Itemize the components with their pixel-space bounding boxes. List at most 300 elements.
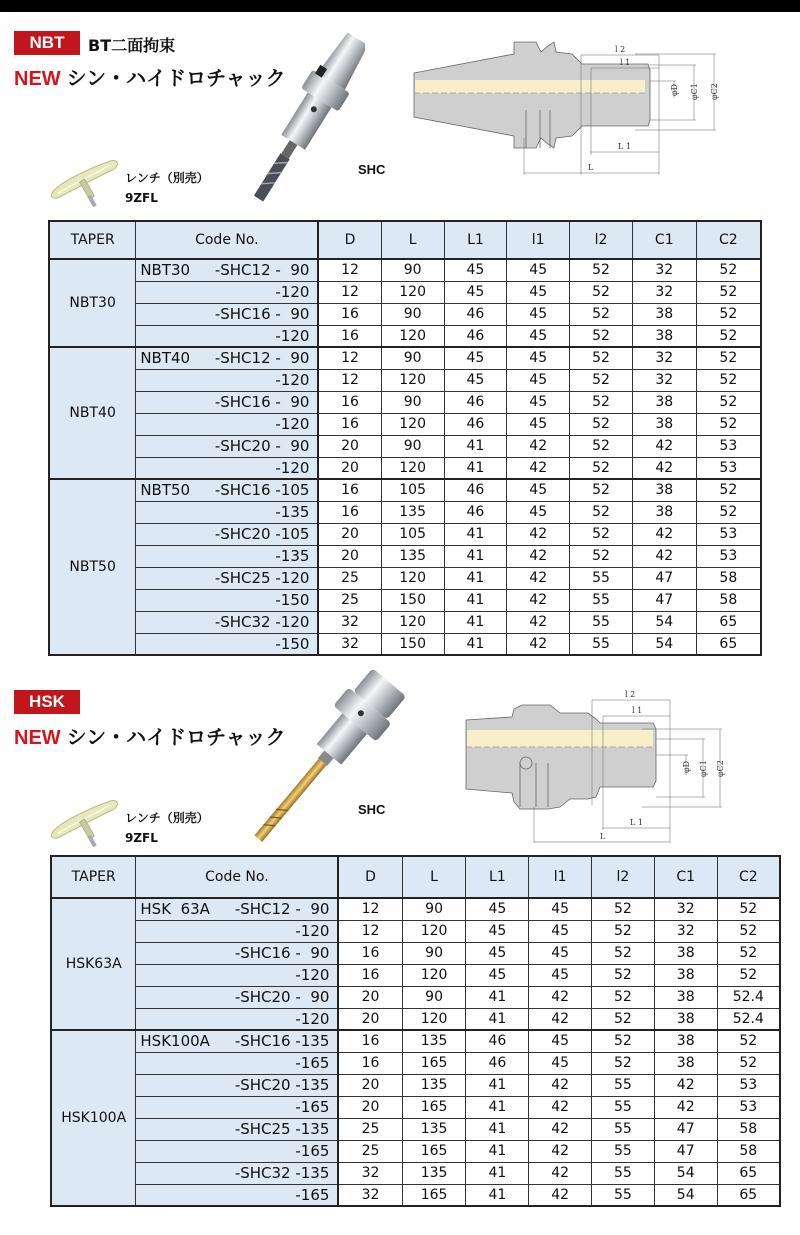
value-cell-l: 135 xyxy=(381,545,444,567)
taper-cell: NBT30 xyxy=(49,259,136,347)
code-suffix: -SHC12 - 90 xyxy=(234,900,330,919)
code-cell xyxy=(136,964,339,986)
value-cell-l1: 45 xyxy=(466,898,529,920)
value-cell-l: 135 xyxy=(402,1118,466,1140)
table-row xyxy=(49,369,761,391)
value-cell-c2: 53 xyxy=(696,523,761,545)
value-cell-c1: 42 xyxy=(654,1096,717,1118)
value-cell-d: 32 xyxy=(318,611,381,633)
wrench-code: 9ZFL xyxy=(125,191,158,205)
table-row xyxy=(49,347,761,369)
value-cell-c2: 53 xyxy=(696,457,761,479)
table-row xyxy=(51,1096,780,1118)
product-name: シン・ハイドロチャック xyxy=(66,727,286,749)
value-cell-l2: 52 xyxy=(570,479,633,501)
value-cell-d: 16 xyxy=(338,1030,402,1052)
value-cell-l1: 45 xyxy=(507,479,570,501)
value-cell-l1: 42 xyxy=(507,545,570,567)
value-cell-d: 16 xyxy=(318,501,381,523)
header-c1: C1 xyxy=(654,856,717,898)
code-suffix: -SHC32 -120 xyxy=(214,613,310,631)
value-cell-l: 90 xyxy=(402,942,466,964)
value-cell-l: 150 xyxy=(381,633,444,655)
value-cell-l1: 45 xyxy=(444,347,507,369)
value-cell-d: 20 xyxy=(338,1008,402,1030)
value-cell-c1: 38 xyxy=(654,942,717,964)
value-cell-c1: 47 xyxy=(632,589,696,611)
table-row xyxy=(51,942,780,964)
value-cell-l1: 42 xyxy=(507,457,570,479)
value-cell-l2: 52 xyxy=(570,413,633,435)
value-cell-l2: 52 xyxy=(570,281,633,303)
code-cell xyxy=(136,1184,339,1206)
code-suffix: -135 xyxy=(275,503,310,521)
value-cell-c2: 52 xyxy=(696,413,761,435)
value-cell-l: 90 xyxy=(402,986,466,1008)
code-cell xyxy=(136,986,339,1008)
value-cell-c2: 52 xyxy=(717,942,780,964)
value-cell-l1: 45 xyxy=(507,259,570,281)
value-cell-c2: 52 xyxy=(717,1052,780,1074)
value-cell-c1: 42 xyxy=(632,523,696,545)
code-suffix: -120 xyxy=(295,966,330,984)
value-cell-c1: 38 xyxy=(654,1030,717,1052)
value-cell-l1: 42 xyxy=(529,986,592,1008)
value-cell-l1: 41 xyxy=(466,1118,529,1140)
header-code: Code No. xyxy=(136,221,319,259)
code-cell xyxy=(136,391,319,413)
value-cell-l2: 55 xyxy=(570,567,633,589)
code-suffix: -SHC20 -105 xyxy=(214,525,310,543)
hsk-badge: HSK xyxy=(14,690,80,714)
table-row xyxy=(51,986,780,1008)
code-cell xyxy=(136,633,319,655)
table-row xyxy=(51,920,780,942)
value-cell-c2: 52 xyxy=(696,347,761,369)
taper-cell: HSK63A xyxy=(51,898,136,1030)
table-row xyxy=(51,1162,780,1184)
value-cell-l1: 45 xyxy=(466,964,529,986)
nbt-wrench-caption xyxy=(125,168,209,208)
value-cell-l1: 45 xyxy=(507,391,570,413)
table-row xyxy=(49,545,761,567)
value-cell-l1: 45 xyxy=(529,964,592,986)
value-cell-l1: 41 xyxy=(444,611,507,633)
value-cell-l1: 45 xyxy=(507,369,570,391)
table-row xyxy=(49,611,761,633)
code-cell xyxy=(136,1030,339,1052)
code-cell xyxy=(136,1096,339,1118)
code-suffix: -120 xyxy=(295,922,330,940)
value-cell-l1: 42 xyxy=(529,1162,592,1184)
hsk-product-code: SHC xyxy=(358,802,386,817)
header-l1: L1 xyxy=(444,221,507,259)
code-cell xyxy=(136,589,319,611)
code-cell xyxy=(136,1008,339,1030)
value-cell-l2: 52 xyxy=(592,898,655,920)
code-suffix: -165 xyxy=(295,1098,330,1116)
dim-L1-label: L 1 xyxy=(618,142,631,151)
value-cell-l: 165 xyxy=(402,1140,466,1162)
value-cell-l: 120 xyxy=(402,964,466,986)
code-cell xyxy=(136,325,319,347)
value-cell-l1: 46 xyxy=(444,325,507,347)
value-cell-l1: 41 xyxy=(444,589,507,611)
value-cell-d: 25 xyxy=(318,567,381,589)
value-cell-l: 120 xyxy=(381,457,444,479)
value-cell-l1: 46 xyxy=(466,1052,529,1074)
value-cell-c1: 54 xyxy=(632,633,696,655)
value-cell-l1: 45 xyxy=(444,281,507,303)
value-cell-c2: 52 xyxy=(696,369,761,391)
value-cell-l1: 41 xyxy=(466,1096,529,1118)
code-suffix: -120 xyxy=(275,458,310,477)
value-cell-c2: 52 xyxy=(696,501,761,523)
code-cell xyxy=(136,369,319,391)
value-cell-c2: 58 xyxy=(696,589,761,611)
value-cell-l2: 55 xyxy=(570,611,633,633)
value-cell-l1: 46 xyxy=(466,1030,529,1052)
value-cell-l2: 52 xyxy=(570,501,633,523)
value-cell-l2: 52 xyxy=(570,303,633,325)
table-row xyxy=(49,325,761,347)
value-cell-d: 12 xyxy=(338,920,402,942)
value-cell-d: 12 xyxy=(318,369,381,391)
value-cell-l1: 41 xyxy=(444,457,507,479)
table-row xyxy=(51,1008,780,1030)
value-cell-d: 16 xyxy=(338,964,402,986)
svg-text:L: L xyxy=(600,832,606,841)
value-cell-l1: 42 xyxy=(529,1096,592,1118)
value-cell-l1: 41 xyxy=(444,567,507,589)
value-cell-l2: 52 xyxy=(570,347,633,369)
code-prefix: HSK 63A xyxy=(140,900,210,919)
code-suffix: -165 xyxy=(295,1054,330,1072)
code-suffix: -SHC16 - 90 xyxy=(234,944,330,962)
table-row xyxy=(49,303,761,325)
value-cell-l2: 55 xyxy=(592,1162,655,1184)
value-cell-l: 120 xyxy=(381,413,444,435)
table-row xyxy=(49,523,761,545)
value-cell-l1: 41 xyxy=(444,435,507,457)
value-cell-l: 120 xyxy=(402,1008,466,1030)
value-cell-c2: 52 xyxy=(696,325,761,347)
value-cell-c1: 42 xyxy=(632,545,696,567)
value-cell-l1: 46 xyxy=(444,303,507,325)
value-cell-l2: 52 xyxy=(592,1052,655,1074)
table-row xyxy=(51,1118,780,1140)
value-cell-l1: 42 xyxy=(507,611,570,633)
code-cell xyxy=(136,942,339,964)
code-cell xyxy=(136,501,319,523)
nbt-product-code: SHC xyxy=(358,162,386,177)
value-cell-d: 12 xyxy=(318,259,381,281)
table-row xyxy=(49,633,761,655)
value-cell-d: 20 xyxy=(318,523,381,545)
value-cell-c2: 52 xyxy=(696,259,761,281)
value-cell-l1: 42 xyxy=(507,567,570,589)
value-cell-l1: 45 xyxy=(507,325,570,347)
value-cell-l1: 41 xyxy=(444,545,507,567)
value-cell-l2: 52 xyxy=(592,1008,655,1030)
table-row xyxy=(49,281,761,303)
value-cell-l1: 45 xyxy=(466,942,529,964)
product-name: シン・ハイドロチャック xyxy=(66,68,286,90)
value-cell-c2: 53 xyxy=(696,435,761,457)
code-cell xyxy=(136,281,319,303)
value-cell-c2: 52 xyxy=(717,1030,780,1052)
value-cell-c1: 32 xyxy=(632,281,696,303)
table-row xyxy=(51,1184,780,1206)
value-cell-d: 20 xyxy=(318,435,381,457)
value-cell-l1: 46 xyxy=(444,501,507,523)
code-suffix: -SHC12 - 90 xyxy=(214,261,310,280)
value-cell-d: 12 xyxy=(338,898,402,920)
value-cell-l2: 55 xyxy=(592,1140,655,1162)
value-cell-l2: 52 xyxy=(570,435,633,457)
hsk-technical-drawing xyxy=(460,685,735,850)
value-cell-l1: 42 xyxy=(507,589,570,611)
code-cell xyxy=(136,567,319,589)
value-cell-l: 90 xyxy=(381,435,444,457)
code-cell xyxy=(136,1140,339,1162)
code-suffix: -SHC16 -135 xyxy=(234,1032,330,1051)
new-label: NEW xyxy=(14,68,61,90)
value-cell-l2: 52 xyxy=(592,920,655,942)
code-cell xyxy=(136,523,319,545)
nbt-badge: NBT xyxy=(14,31,80,55)
top-black-bar xyxy=(0,0,800,12)
value-cell-c1: 38 xyxy=(654,1008,717,1030)
value-cell-d: 12 xyxy=(318,347,381,369)
code-suffix: -135 xyxy=(275,547,310,565)
value-cell-l: 90 xyxy=(381,259,444,281)
table-row xyxy=(51,898,780,920)
value-cell-l1: 45 xyxy=(466,920,529,942)
code-cell xyxy=(136,435,319,457)
value-cell-l1: 46 xyxy=(444,413,507,435)
value-cell-l1: 45 xyxy=(507,347,570,369)
value-cell-c1: 47 xyxy=(654,1118,717,1140)
value-cell-d: 20 xyxy=(318,545,381,567)
value-cell-l2: 52 xyxy=(570,391,633,413)
table-row xyxy=(49,457,761,479)
code-cell xyxy=(136,1162,339,1184)
code-cell xyxy=(136,1052,339,1074)
header-small-l2: l2 xyxy=(570,221,633,259)
value-cell-l1: 45 xyxy=(529,898,592,920)
code-cell xyxy=(136,259,319,281)
header-l1: L1 xyxy=(466,856,529,898)
value-cell-c2: 65 xyxy=(696,633,761,655)
code-suffix: -SHC16 - 90 xyxy=(214,393,310,411)
value-cell-l1: 42 xyxy=(529,1074,592,1096)
nbt-subtitle: BT二面拘束 xyxy=(88,36,176,55)
value-cell-l2: 55 xyxy=(570,633,633,655)
code-cell xyxy=(136,457,319,479)
wrench-image xyxy=(48,155,123,210)
value-cell-l1: 45 xyxy=(507,303,570,325)
code-suffix: -150 xyxy=(275,591,310,609)
hsk-chuck-image xyxy=(210,670,450,845)
value-cell-c1: 54 xyxy=(654,1162,717,1184)
value-cell-c2: 53 xyxy=(696,545,761,567)
code-cell xyxy=(136,920,339,942)
value-cell-d: 32 xyxy=(318,633,381,655)
code-suffix: -SHC20 - 90 xyxy=(214,437,310,455)
taper-cell: NBT40 xyxy=(49,347,136,479)
value-cell-c1: 32 xyxy=(632,369,696,391)
value-cell-c2: 58 xyxy=(696,567,761,589)
value-cell-d: 20 xyxy=(338,986,402,1008)
code-suffix: -SHC20 -135 xyxy=(234,1076,330,1094)
svg-text:l 2: l 2 xyxy=(625,690,636,699)
svg-text:φD: φD xyxy=(682,760,691,773)
value-cell-l1: 41 xyxy=(444,523,507,545)
value-cell-d: 25 xyxy=(338,1140,402,1162)
new-label: NEW xyxy=(14,727,61,749)
table-row xyxy=(49,589,761,611)
taper-cell: HSK100A xyxy=(51,1030,136,1206)
header-l: L xyxy=(402,856,466,898)
header-small-l1: l1 xyxy=(507,221,570,259)
value-cell-l2: 52 xyxy=(570,545,633,567)
taper-cell: NBT50 xyxy=(49,479,136,655)
table-row xyxy=(51,1030,780,1052)
value-cell-l1: 41 xyxy=(466,1162,529,1184)
value-cell-l2: 55 xyxy=(592,1184,655,1206)
header-c2: C2 xyxy=(717,856,780,898)
code-prefix: NBT50 xyxy=(140,481,191,500)
value-cell-c2: 52.4 xyxy=(717,1008,780,1030)
value-cell-l1: 46 xyxy=(444,479,507,501)
value-cell-l: 165 xyxy=(402,1184,466,1206)
value-cell-c2: 65 xyxy=(717,1184,780,1206)
value-cell-c1: 38 xyxy=(632,479,696,501)
wrench-caption-label: レンチ（別売） xyxy=(125,811,209,825)
value-cell-d: 25 xyxy=(338,1118,402,1140)
value-cell-d: 16 xyxy=(318,413,381,435)
value-cell-l1: 45 xyxy=(529,942,592,964)
code-cell xyxy=(136,347,319,369)
value-cell-l2: 52 xyxy=(592,964,655,986)
value-cell-c1: 42 xyxy=(632,457,696,479)
value-cell-l2: 52 xyxy=(592,986,655,1008)
code-suffix: -120 xyxy=(275,283,310,301)
code-cell xyxy=(136,898,339,920)
dim-l1-label: l 1 xyxy=(620,58,631,67)
code-suffix: -SHC16 - 90 xyxy=(214,305,310,323)
value-cell-l: 165 xyxy=(402,1052,466,1074)
value-cell-l1: 41 xyxy=(466,986,529,1008)
value-cell-c2: 52 xyxy=(696,303,761,325)
value-cell-c1: 32 xyxy=(654,920,717,942)
table-row xyxy=(49,567,761,589)
header-d: D xyxy=(318,221,381,259)
value-cell-d: 16 xyxy=(338,1052,402,1074)
svg-text:φD: φD xyxy=(670,83,679,96)
value-cell-l: 135 xyxy=(381,501,444,523)
value-cell-d: 25 xyxy=(318,589,381,611)
value-cell-d: 20 xyxy=(318,457,381,479)
value-cell-l1: 45 xyxy=(529,1052,592,1074)
code-suffix: -SHC12 - 90 xyxy=(214,349,310,368)
table-header-row xyxy=(49,221,761,259)
value-cell-l1: 42 xyxy=(529,1140,592,1162)
code-prefix: NBT40 xyxy=(140,349,191,368)
value-cell-d: 20 xyxy=(338,1096,402,1118)
value-cell-l1: 41 xyxy=(466,1008,529,1030)
table-row xyxy=(49,259,761,281)
nbt-technical-drawing xyxy=(410,40,730,215)
value-cell-l2: 55 xyxy=(592,1074,655,1096)
value-cell-c1: 38 xyxy=(632,391,696,413)
value-cell-l: 105 xyxy=(381,479,444,501)
table-row xyxy=(51,1140,780,1162)
code-cell xyxy=(136,1074,339,1096)
value-cell-l1: 45 xyxy=(529,1030,592,1052)
value-cell-c2: 52.4 xyxy=(717,986,780,1008)
value-cell-c1: 32 xyxy=(654,898,717,920)
table-row xyxy=(49,479,761,501)
value-cell-l: 90 xyxy=(381,303,444,325)
value-cell-d: 16 xyxy=(338,942,402,964)
table-header-row xyxy=(51,856,780,898)
nbt-spec-table xyxy=(48,220,762,656)
value-cell-l2: 52 xyxy=(592,942,655,964)
value-cell-l1: 42 xyxy=(507,633,570,655)
value-cell-c2: 52 xyxy=(696,479,761,501)
value-cell-d: 20 xyxy=(338,1074,402,1096)
code-suffix: -SHC25 -135 xyxy=(234,1120,330,1138)
value-cell-l2: 52 xyxy=(570,259,633,281)
code-suffix: -150 xyxy=(275,634,310,653)
code-suffix: -SHC16 -105 xyxy=(214,481,310,500)
value-cell-c2: 65 xyxy=(717,1162,780,1184)
value-cell-l2: 55 xyxy=(570,589,633,611)
value-cell-l1: 41 xyxy=(466,1140,529,1162)
code-suffix: -SHC20 - 90 xyxy=(234,988,330,1006)
value-cell-c1: 42 xyxy=(654,1074,717,1096)
svg-text:φC1: φC1 xyxy=(690,83,699,100)
code-cell xyxy=(136,611,319,633)
table-row xyxy=(49,435,761,457)
header-taper: TAPER xyxy=(49,221,136,259)
code-cell xyxy=(136,413,319,435)
value-cell-l: 120 xyxy=(381,567,444,589)
code-suffix: -165 xyxy=(295,1142,330,1160)
value-cell-l1: 45 xyxy=(507,501,570,523)
value-cell-l: 120 xyxy=(402,920,466,942)
code-suffix: -120 xyxy=(275,371,310,389)
code-prefix: HSK100A xyxy=(140,1032,210,1051)
svg-text:φC2: φC2 xyxy=(710,83,719,100)
value-cell-d: 32 xyxy=(338,1184,402,1206)
value-cell-d: 16 xyxy=(318,325,381,347)
table-row xyxy=(49,391,761,413)
code-cell xyxy=(136,303,319,325)
code-suffix: -120 xyxy=(275,326,310,345)
value-cell-c2: 53 xyxy=(717,1074,780,1096)
svg-text:L 1: L 1 xyxy=(630,818,643,827)
value-cell-l2: 55 xyxy=(592,1096,655,1118)
value-cell-l: 135 xyxy=(402,1162,466,1184)
value-cell-l: 135 xyxy=(402,1074,466,1096)
svg-text:φC1: φC1 xyxy=(699,760,708,777)
value-cell-l: 90 xyxy=(381,347,444,369)
wrench-code: 9ZFL xyxy=(125,831,158,845)
value-cell-c1: 32 xyxy=(632,347,696,369)
